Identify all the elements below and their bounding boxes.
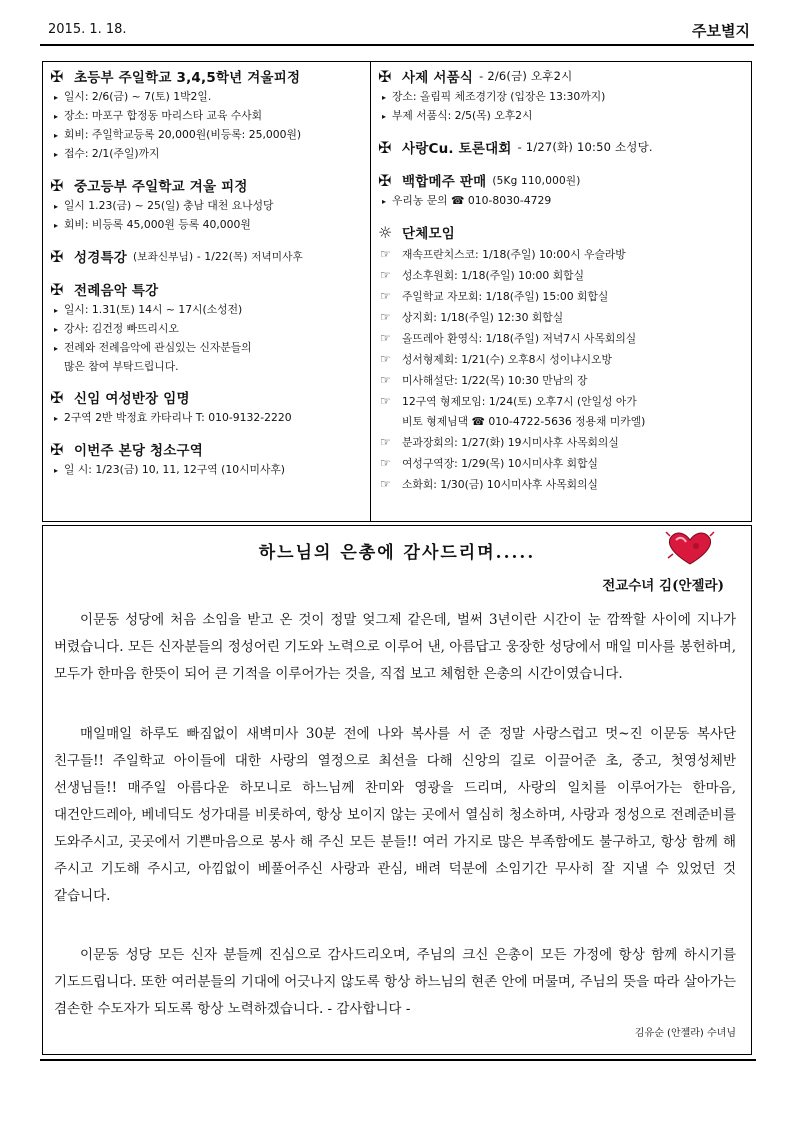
- hand-pointer-icon: ☞: [380, 456, 391, 470]
- winter-camp-section: [46, 64, 368, 164]
- hand-pointer-icon: ☞: [380, 289, 391, 303]
- hand-pointer-icon: ☞: [380, 331, 391, 345]
- cross-icon: ✠: [378, 137, 392, 157]
- section-title: 초등부 주일학교 3,4,5학년 겨울피정: [74, 70, 301, 86]
- list-item: ☞ 여성구역장: 1/29(목) 10시미사후 회합실: [374, 453, 750, 474]
- triangle-bullet-icon: ▸: [54, 150, 59, 159]
- triangle-bullet-icon: ▸: [54, 466, 59, 475]
- hand-pointer-icon: ☞: [380, 477, 391, 491]
- hand-pointer-icon: ☞: [380, 310, 391, 324]
- cross-icon: ✠: [50, 175, 64, 195]
- cross-icon: ✠: [50, 387, 64, 407]
- list-item: ☞ 성서형제회: 1/21(수) 오후8시 성이냐시오방: [374, 349, 750, 370]
- triangle-bullet-icon: ▸: [54, 131, 59, 140]
- list-item: ▸ 장소: 올림픽 체조경기장 (입장은 13:30까지): [374, 88, 750, 107]
- notices-left-column: [46, 64, 368, 489]
- section-title: 사랑Cu. 토론대회: [402, 141, 512, 157]
- heart-icon: [660, 528, 720, 568]
- list-item: ▸ 접수: 2/1(주일)까지: [46, 145, 368, 164]
- triangle-bullet-icon: ▸: [54, 202, 59, 211]
- triangle-bullet-icon: ▸: [382, 197, 387, 206]
- list-item-continuation: 많은 참여 부탁드립니다.: [64, 360, 179, 373]
- section-title: 단체모임: [402, 226, 455, 242]
- list-item: ☞ 미사해설단: 1/22(목) 10:30 만남의 장: [374, 370, 750, 391]
- section-title: 성경특강: [74, 250, 127, 266]
- hand-pointer-icon: ☞: [380, 247, 391, 261]
- cross-icon: ✠: [378, 66, 392, 86]
- list-item-continuation: 비토 형제님댁 ☎ 010-4722-5636 정용채 미카엘): [402, 415, 646, 428]
- list-item: ☞ 상지회: 1/18(주일) 12:30 회합실: [374, 307, 750, 328]
- list-item: ▸ 강사: 김건정 빠뜨리시오: [46, 320, 368, 339]
- section-suffix: (보좌신부님) - 1/22(목) 저녁미사후: [132, 250, 303, 263]
- hand-pointer-icon: ☞: [380, 435, 391, 449]
- list-item: ▸ 일시: 1.31(토) 14시 ~ 17시(소성전): [46, 301, 368, 320]
- hand-pointer-icon: ☞: [380, 268, 391, 282]
- triangle-bullet-icon: ▸: [54, 221, 59, 230]
- list-item: ☞ 재속프란치스코: 1/18(주일) 10:00시 우슬라방: [374, 244, 750, 265]
- sun-icon: ☼: [378, 222, 393, 242]
- triangle-bullet-icon: ▸: [54, 93, 59, 102]
- section-title: 백합메주 판매: [402, 174, 487, 190]
- cross-icon: ✠: [50, 279, 64, 299]
- section-title: 전례음악 특강: [74, 283, 159, 299]
- list-item: ☞ 분과장회의: 1/27(화) 19시미사후 사목회의실: [374, 432, 750, 453]
- letter-paragraph: 이문동 성당 모든 신자 분들께 진심으로 감사드리오며, 주님의 크신 은총이 모든 가정에 항상 함께 하시기를 기도드립니다. 또한 여러분들의 기대에 어긋나지 않도록 항상 하느님의 현존 안에 머물며, 주님의 뜻을 따라 살아가는 겸손한 수도자가 되도록 항상 노력하겠습니다. - 감사합니다 -: [54, 947, 736, 1017]
- list-item: ☞ 소화회: 1/30(금) 10시미사후 사목회의실: [374, 474, 750, 495]
- section-title: 중고등부 주일학교 겨울 피정: [74, 179, 248, 195]
- section-title: 이번주 본당 청소구역: [74, 443, 203, 459]
- triangle-bullet-icon: ▸: [54, 414, 59, 423]
- phone-icon: ☎: [451, 194, 465, 207]
- triangle-bullet-icon: ▸: [54, 325, 59, 334]
- rice-sale-section: [374, 168, 750, 211]
- triangle-bullet-icon: ▸: [382, 112, 387, 121]
- triangle-bullet-icon: ▸: [382, 93, 387, 102]
- list-item: ▸ 일시 1.23(금) ~ 25(일) 충남 대천 요나성당: [46, 197, 368, 216]
- footer-rule: [40, 1059, 756, 1061]
- list-item: ▸ 2구역 2반 박정효 카타리나 T: 010-9132-2220: [46, 409, 368, 428]
- cross-icon: ✠: [378, 170, 392, 190]
- list-item: ☞ 주일학교 자모회: 1/18(주일) 15:00 회합실: [374, 286, 750, 307]
- letter-author: 전교수녀 김(안젤라): [602, 578, 724, 594]
- section-suffix: - 1/27(화) 10:50 소성당.: [517, 140, 653, 154]
- list-item: ▸ 부제 서품식: 2/5(목) 오후2시: [374, 107, 750, 126]
- list-item: ☞ 올뜨레아 환영식: 1/18(주일) 저녁7시 사목회의실: [374, 328, 750, 349]
- debate-section: [374, 135, 750, 159]
- phone-icon: ☎: [471, 415, 485, 428]
- section-title: 사제 서품식: [402, 70, 474, 86]
- section-suffix: - 2/6(금) 오후2시: [479, 69, 573, 83]
- list-item: ☞ 12구역 형제모임: 1/24(토) 오후7시 (안일성 아가: [374, 391, 750, 412]
- bulletin-title: 주보별지: [692, 22, 750, 40]
- list-item: ▸ 일 시: 1/23(금) 10, 11, 12구역 (10시미사후): [46, 461, 368, 480]
- section-suffix: (5Kg 110,000원): [492, 174, 581, 187]
- list-item: ☞ 성소후원회: 1/18(주일) 10:00 회합실: [374, 265, 750, 286]
- youth-camp-section: [46, 173, 368, 235]
- list-item: ▸ 우리농 문의 ☎ 010-8030-4729: [374, 192, 750, 211]
- hand-pointer-icon: ☞: [380, 373, 391, 387]
- liturgy-music-section: [46, 277, 368, 376]
- page-header: [40, 18, 754, 46]
- cleaning-section: [46, 437, 368, 480]
- ordination-section: [374, 64, 750, 126]
- triangle-bullet-icon: ▸: [54, 306, 59, 315]
- triangle-bullet-icon: ▸: [54, 344, 59, 353]
- cross-icon: ✠: [50, 246, 64, 266]
- bulletin-date: 2015. 1. 18.: [48, 22, 127, 37]
- letter-paragraph: 매일매일 하루도 빠짐없이 새벽미사 30분 전에 나와 복사를 서 준 정말 사랑스럽고 멋~진 이문동 복사단 친구들!! 주일학교 아이들에 대한 사랑의 열정으로 최선을 다해 신앙의 길로 이끌어준 초, 중고, 첫영성체반 선생님들!! 매주일 아름다운 하모니로 하느님께 찬미와 영광을 드리며, 사랑의 일치를 이루어가는 한마음, 대건안드레아, 베네딕도 성가대를 비롯하여, 항상 보이지 않는 곳에서 열심히 청소하며, 사랑과 정성으로 전례준비를 도와주시고, 곳곳에서 기쁜마음으로 봉사 해 주신 모든 분들!! 여러 가지로 많은 부족함에도 불구하고, 항상 함께 해 주시고 기도해 주시고, 아낌없이 베풀어주신 사랑과 관심, 배려 덕분에 소임기간 무사히 잘 지낼 수 있었던 것 같습니다.: [54, 726, 736, 904]
- phone-number: 010-8030-4729: [467, 194, 552, 207]
- letter-paragraph: 이문동 성당에 처음 소임을 받고 온 것이 정말 엊그제 같은데, 벌써 3년이란 시간이 눈 깜짝할 사이에 지나가 버렸습니다. 모든 신자분들의 정성어린 기도와 노력으로 이루어 낸, 아름답고 웅장한 성당에서 매일 미사를 봉헌하며, 모두가 한마음 한뜻이 되어 큰 기적을 이루어가는 것을, 직접 보고 체험한 은총의 시간이였습니다.: [54, 612, 736, 682]
- list-item: ▸ 일시: 2/6(금) ~ 7(토) 1박2일.: [46, 88, 368, 107]
- new-leader-section: [46, 385, 368, 428]
- list-item: ▸ 전례와 전례음악에 관심있는 신자분들의: [46, 339, 368, 358]
- column-divider: [370, 61, 371, 522]
- list-item: ▸ 장소: 마포구 합정동 마리스타 교육 수사회: [46, 107, 368, 126]
- cross-icon: ✠: [50, 66, 64, 86]
- list-item: ▸ 회비: 주일학교등록 20,000원(비등록: 25,000원): [46, 126, 368, 145]
- groups-section: [374, 220, 750, 495]
- list-item: ▸ 회비: 비등록 45,000원 등록 40,000원: [46, 216, 368, 235]
- bible-lecture-section: [46, 244, 368, 268]
- cross-icon: ✠: [50, 439, 64, 459]
- letter-title: 하느님의 은총에 감사드리며.....: [258, 543, 536, 563]
- hand-pointer-icon: ☞: [380, 394, 391, 408]
- triangle-bullet-icon: ▸: [54, 112, 59, 121]
- hand-pointer-icon: ☞: [380, 352, 391, 366]
- header-rule: [40, 44, 754, 46]
- notices-right-column: [374, 64, 750, 504]
- section-title: 신임 여성반장 임명: [74, 391, 190, 407]
- letter-signature: 김유순 (안젤라) 수녀님: [634, 1028, 736, 1039]
